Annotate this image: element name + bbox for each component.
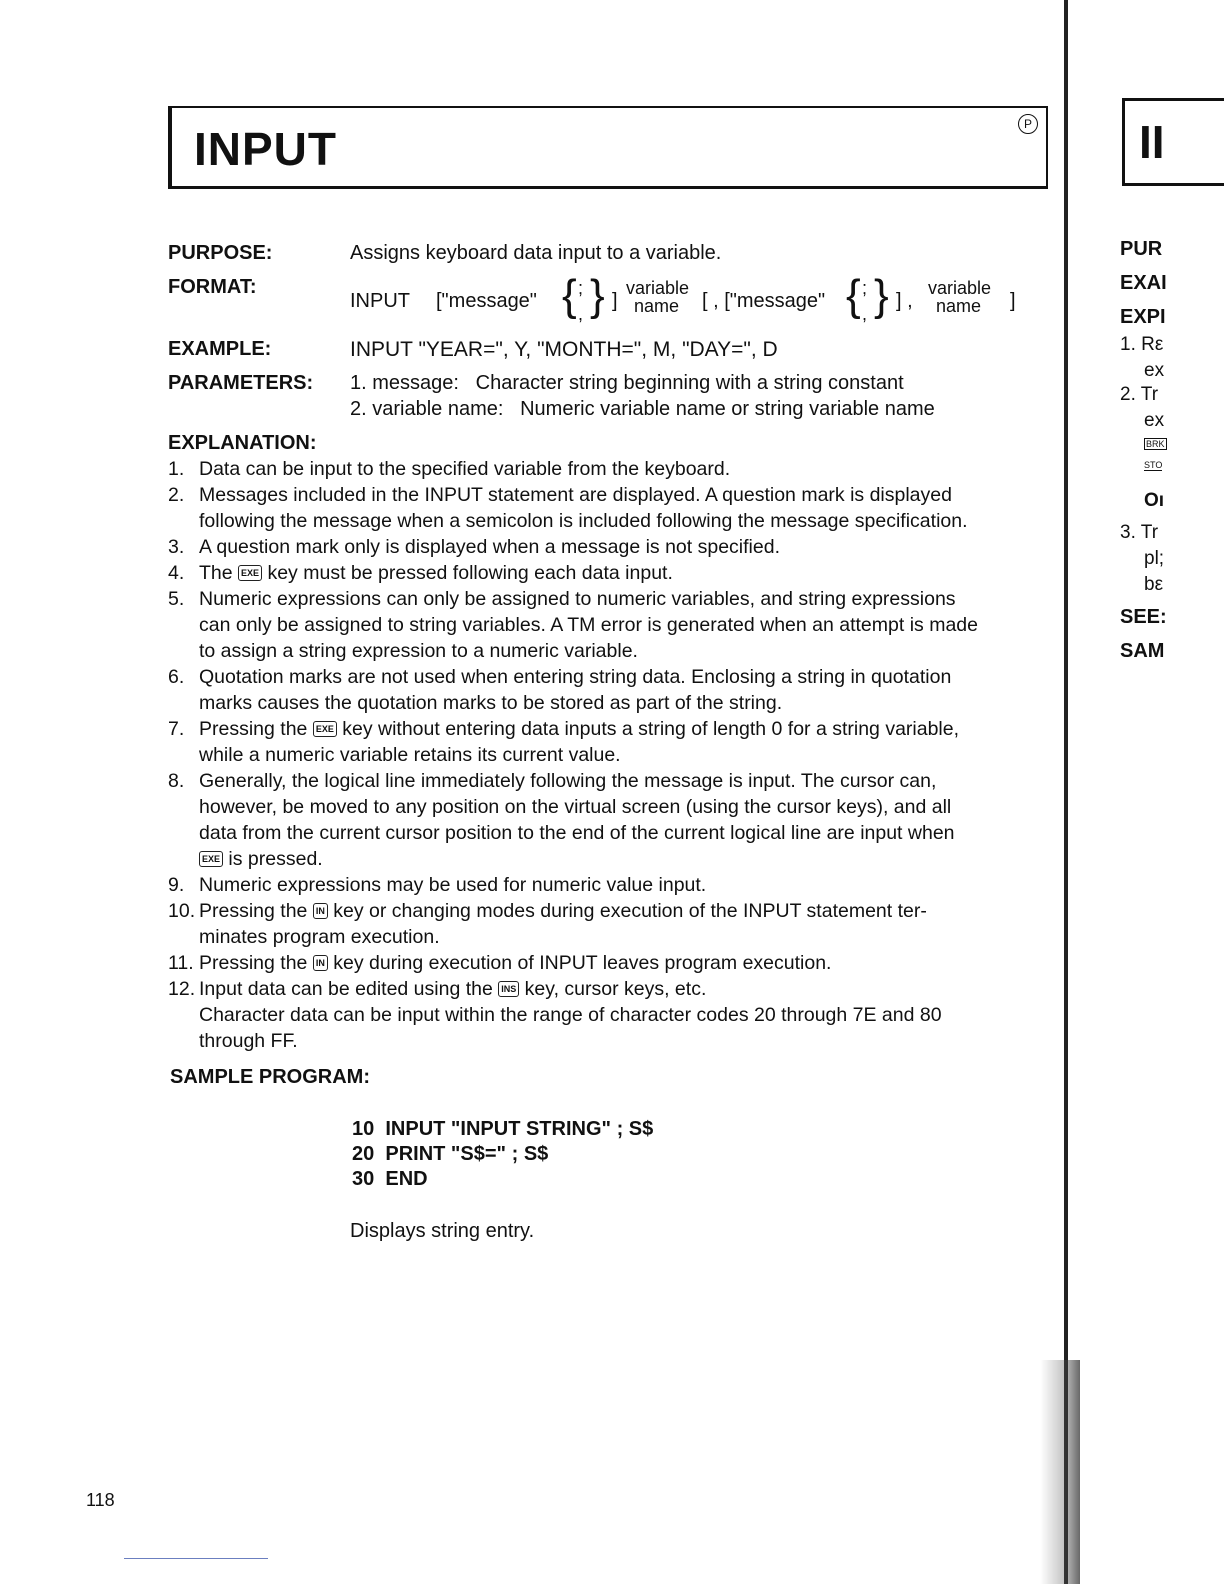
code-text: PRINT "S$=" ; S$ [385, 1143, 549, 1165]
code-text: INPUT "INPUT STRING" ; S$ [385, 1118, 654, 1140]
format-label: FORMAT: [168, 276, 257, 298]
item-text: A question mark only is displayed when a message is not specified. [199, 536, 780, 558]
format-var2-bottom: name [936, 296, 982, 316]
item-text: Numeric expressions may be used for numeric value input. [199, 874, 707, 896]
format-var-bottom: name [634, 296, 680, 316]
next-page-label: SEE: [1120, 606, 1167, 628]
code-line [352, 1143, 548, 1166]
in-key-icon: IN [313, 903, 328, 919]
explanation-label: EXPLANATION: [168, 432, 317, 454]
item-number: 4. [168, 562, 185, 584]
exe-key-icon: EXE [238, 565, 262, 581]
parameter-item [350, 398, 935, 421]
format-bracket-close: ] [612, 290, 618, 312]
item-text [199, 562, 673, 585]
item-number: 10. [168, 900, 196, 922]
footer-rule [124, 1558, 268, 1559]
item-number: 3. [168, 536, 185, 558]
item-number: 9. [168, 874, 185, 896]
parameter-item [350, 372, 904, 395]
next-page-text: ex [1144, 360, 1165, 381]
format-brace2-close: } [874, 271, 889, 320]
item-number: 8. [168, 770, 185, 792]
format-separator2-comma: , [862, 304, 868, 324]
parameter-desc: Numeric variable name or string variable name [520, 398, 935, 420]
exe-key-icon: EXE [199, 851, 223, 867]
item-text-post: key during execution of INPUT leaves program execution. [327, 952, 832, 974]
item-number: 12. [168, 978, 196, 1000]
item-text-post: key without entering data inputs a string of length 0 for a string variable, [336, 718, 960, 740]
item-text: Data can be input to the specified variable from the keyboard. [199, 458, 731, 480]
item-text: Numeric expressions can only be assigned to numeric variables, and string expressions [199, 588, 956, 610]
example-label: EXAMPLE: [168, 338, 272, 360]
line-number: 20 [352, 1143, 375, 1165]
next-page-text: Oı [1144, 490, 1165, 511]
next-page-label: EXAI [1120, 272, 1167, 294]
next-page-label: PUR [1120, 238, 1163, 260]
item-text: Tr [1140, 384, 1159, 405]
item-text: through FF. [199, 1030, 298, 1052]
next-page-text: bε [1144, 574, 1164, 595]
item-text-post: key or changing modes during execution of the INPUT statement ter- [327, 900, 927, 922]
parameter-num: 2. [350, 398, 367, 420]
item-text: Tr [1140, 522, 1159, 543]
code-line [352, 1118, 653, 1141]
page-shadow [1040, 1360, 1080, 1584]
item-text: following the message when a semicolon is included following the message specification. [199, 510, 968, 532]
item-text [199, 718, 959, 741]
sample-note: Displays string entry. [350, 1220, 535, 1242]
format-bracket2-close: ] , [896, 290, 913, 312]
page-number: 118 [86, 1490, 115, 1510]
code-text: END [385, 1168, 428, 1190]
format-keyword: INPUT [350, 290, 410, 312]
in-key-icon: IN [313, 955, 328, 971]
page-title: INPUT [194, 123, 337, 175]
line-number: 10 [352, 1118, 375, 1140]
sample-program-label: SAMPLE PROGRAM: [170, 1066, 370, 1088]
item-number: 11. [168, 952, 194, 974]
item-text: Character data can be input within the range of character codes 20 through 7E and 80 [199, 1004, 942, 1026]
next-page-title: II [1139, 116, 1165, 168]
item-number: 7. [168, 718, 185, 740]
next-page-text [1120, 522, 1158, 544]
parameter-name: variable name: [372, 398, 504, 420]
program-mode-mark: P [1018, 114, 1038, 134]
item-text-post: key, cursor keys, etc. [519, 978, 707, 1000]
item-text: minates program execution. [199, 926, 440, 948]
next-page-text [1120, 334, 1163, 356]
item-text-post: is pressed. [223, 848, 323, 870]
item-text: however, be moved to any position on the virtual screen (using the cursor keys), and all [199, 796, 952, 818]
item-text: Quotation marks are not used when entering string data. Enclosing a string in quotation [199, 666, 952, 688]
next-page-text: pl; [1144, 548, 1165, 569]
item-number: 6. [168, 666, 185, 688]
item-text: Messages included in the INPUT statement are displayed. A question mark is displayed [199, 484, 952, 506]
item-text-pre: Pressing the [199, 900, 313, 922]
item-text: Generally, the logical line immediately following the message is input. The cursor can, [199, 770, 937, 792]
next-page-title-box [1122, 98, 1224, 186]
ins-key-icon: INS [498, 981, 519, 997]
item-text [199, 900, 927, 923]
format-separator-comma: , [578, 304, 584, 324]
format-separator2-semicolon: ; [862, 278, 868, 298]
title-box [168, 106, 1048, 189]
item-text: can only be assigned to string variables. A TM error is generated when an attempt is made [199, 614, 978, 636]
item-number: 2. [1120, 384, 1136, 405]
next-page-text: ex [1144, 410, 1165, 431]
item-text [199, 848, 323, 871]
item-number: 1. [1120, 334, 1136, 355]
page-gutter-line [1064, 0, 1068, 1584]
item-text-pre: The [199, 562, 239, 584]
item-text [199, 952, 831, 975]
item-text: to assign a string expression to a numeric variable. [199, 640, 638, 662]
format-syntax [350, 270, 1030, 334]
format-brace-open: { [562, 271, 577, 320]
item-number: 3. [1120, 522, 1136, 543]
format-var2-top: variable [928, 278, 992, 298]
item-text-post: key must be pressed following each data input. [262, 562, 673, 584]
format-brace-close: } [590, 271, 605, 320]
exe-key-icon: EXE [313, 721, 337, 737]
sto-key-icon: STO [1144, 460, 1163, 470]
next-page-text [1120, 384, 1158, 406]
item-number: 2. [168, 484, 185, 506]
item-text: marks causes the quotation marks to be stored as part of the string. [199, 692, 783, 714]
format-var-top: variable [626, 278, 690, 298]
purpose-text: Assigns keyboard data input to a variable. [350, 242, 722, 264]
item-number: 1. [168, 458, 185, 480]
next-page-label: EXPI [1120, 306, 1166, 328]
item-text-pre: Input data can be edited using the [199, 978, 499, 1000]
item-text-pre: Pressing the [199, 718, 313, 740]
format-brace2-open: { [846, 271, 861, 320]
format-repeat-open: [ , ["message" [702, 290, 826, 312]
code-line [352, 1168, 428, 1191]
item-text-pre: Pressing the [199, 952, 313, 974]
parameter-desc: Character string beginning with a string constant [475, 372, 904, 394]
purpose-label: PURPOSE: [168, 242, 273, 264]
format-separator-semicolon: ; [578, 278, 584, 298]
parameter-name: message: [372, 372, 459, 394]
parameters-label: PARAMETERS: [168, 372, 314, 394]
line-number: 30 [352, 1168, 375, 1190]
item-text [199, 978, 706, 1001]
item-text: data from the current cursor position to the end of the current logical line are input when [199, 822, 955, 844]
item-text: while a numeric variable retains its current value. [199, 744, 621, 766]
next-page-label: SAM [1120, 640, 1165, 662]
item-text: Rε [1141, 334, 1164, 355]
example-text: INPUT "YEAR=", Y, "MONTH=", M, "DAY=", D [350, 338, 778, 361]
format-bracket3-close: ] [1010, 290, 1016, 312]
brk-key-icon: BRK [1146, 439, 1165, 449]
format-message-open: ["message" [436, 290, 537, 312]
item-number: 5. [168, 588, 185, 610]
parameter-num: 1. [350, 372, 367, 394]
